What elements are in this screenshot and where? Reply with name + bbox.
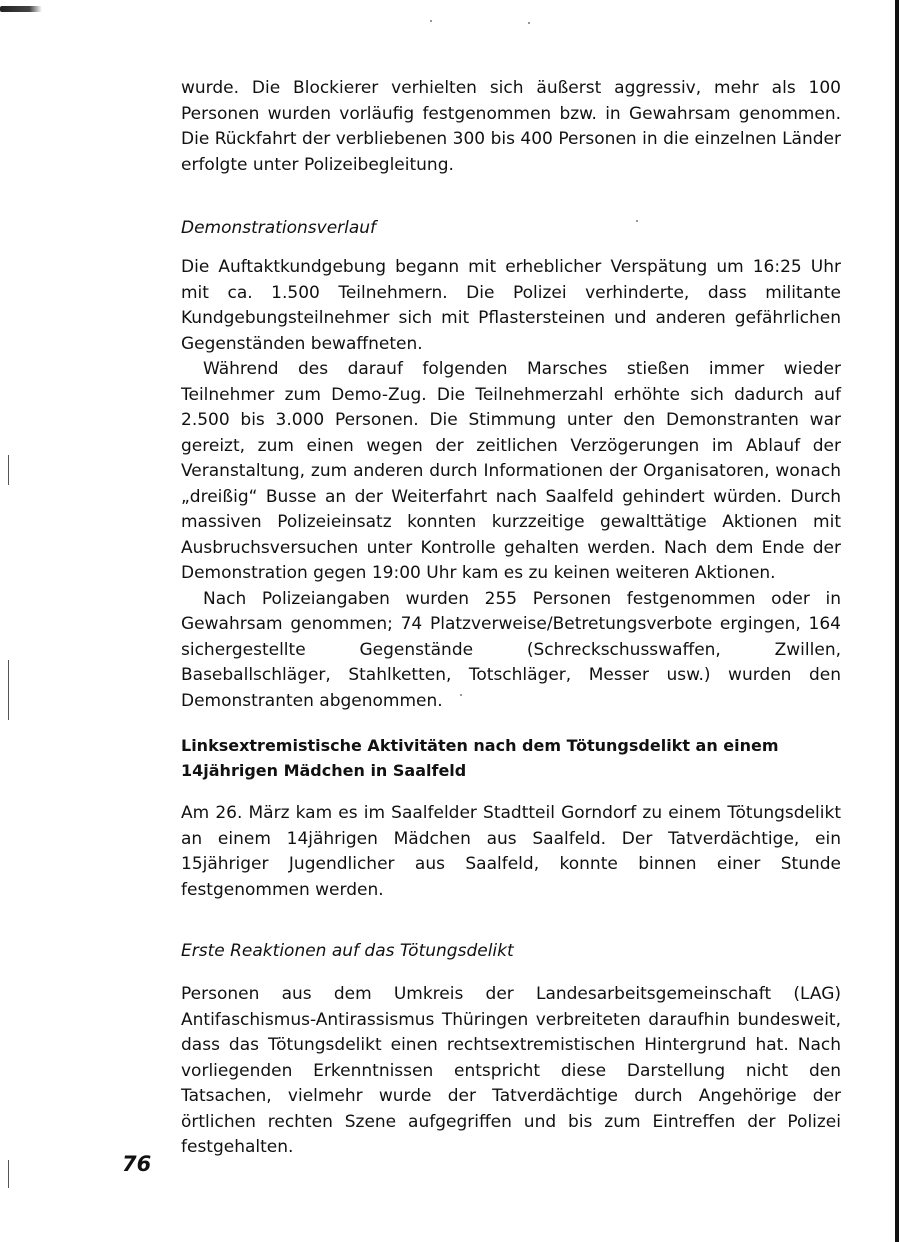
scan-speck	[528, 22, 530, 24]
section-body-erste-reaktionen: Personen aus dem Umkreis der Landesarbeitsgemeinschaft (LAG) Antifaschismus-Antirassismus Thüringen verbreiteten daraufhin bundesweit, dass das Tötungsdelikt einen rechtsextremistischen Hintergrund hat. Nach vorliegenden Erkenntnissen entspricht diese Darstellung nicht den Tatsachen, vielmehr wurde der Tatverdächtige durch Angehörige der örtlichen rechten Szene aufgegriffen und bis zum Eintreffen der Polizei festgehalten.	[181, 984, 841, 1157]
section-heading-erste-reaktionen: Erste Reaktionen auf das Tötungsdelikt	[181, 941, 514, 961]
section-heading-demonstrationsverlauf: Demonstrationsverlauf	[181, 218, 377, 238]
scan-margin-mark	[8, 1160, 9, 1188]
section-heading-linksextremistische-aktivitaeten: Linksextremistische Aktivitäten nach dem Tötungsdelikt an einem 14jährigen Mädchen in Saalfeld	[181, 736, 779, 780]
section-body-linksextremistische-aktivitaeten: Am 26. März kam es im Saalfelder Stadtteil Gorndorf zu einem Tötungsdelikt an einem 14jährigen Mädchen aus Saalfeld. Der Tatverdächtige, ein 15jähriger Jugendlicher aus Saalfeld, konnte binnen einer Stunde festgenommen werden.	[181, 803, 841, 900]
section-body-demonstrationsverlauf	[181, 255, 841, 714]
scan-margin-mark	[8, 660, 9, 720]
page-number: 76	[122, 1152, 152, 1176]
paragraph: Die Auftaktkundgebung begann mit erheblicher Verspätung um 16:25 Uhr mit ca. 1.500 Teilnehmern. Die Polizei verhinderte, dass militante Kundgebungsteilnehmer sich mit Pflastersteinen und anderen gefährlichen Gegenständen bewaffneten.	[181, 257, 841, 354]
paragraph: Nach Polizeiangaben wurden 255 Personen festgenommen oder in Gewahrsam genommen; 74 Platzverweise/Betretungsverbote ergingen, 164 sichergestellte Gegenstände (Schreckschusswaffen, Zwillen, Baseballschläger, Stahlketten, Totschläger, Messer usw.) wurden den Demonstranten abgenommen.	[181, 588, 841, 711]
scan-corner-mark	[0, 6, 42, 12]
scan-speck	[430, 20, 432, 22]
scan-margin-mark	[8, 455, 9, 485]
scan-page-edge	[895, 0, 899, 1242]
intro-paragraph: wurde. Die Blockierer verhielten sich äußerst aggressiv, mehr als 100 Personen wurden vorläufig festgenommen bzw. in Gewahrsam genommen. Die Rückfahrt der verbliebenen 300 bis 400 Personen in die einzelnen Länder erfolgte unter Polizeibegleitung.	[181, 78, 841, 175]
paragraph: Während des darauf folgenden Marsches stießen immer wieder Teilnehmer zum Demo-Zug. Die Teilnehmerzahl erhöhte sich dadurch auf 2.500 bis 3.000 Personen. Die Stimmung unter den Demonstranten war gereizt, zum einen wegen der zeitlichen Verzögerungen im Ablauf der Veranstaltung, zum anderen durch Informationen der Organisatoren, wonach „dreißig“ Busse an der Weiterfahrt nach Saalfeld gehindert würden. Durch massiven Polizeieinsatz konnten kurzzeitige gewalttätige Aktionen mit Ausbruchsversuchen unter Kontrolle gehalten werden. Nach dem Ende der Demonstration gegen 19:00 Uhr kam es zu keinen weiteren Aktionen.	[181, 359, 841, 583]
